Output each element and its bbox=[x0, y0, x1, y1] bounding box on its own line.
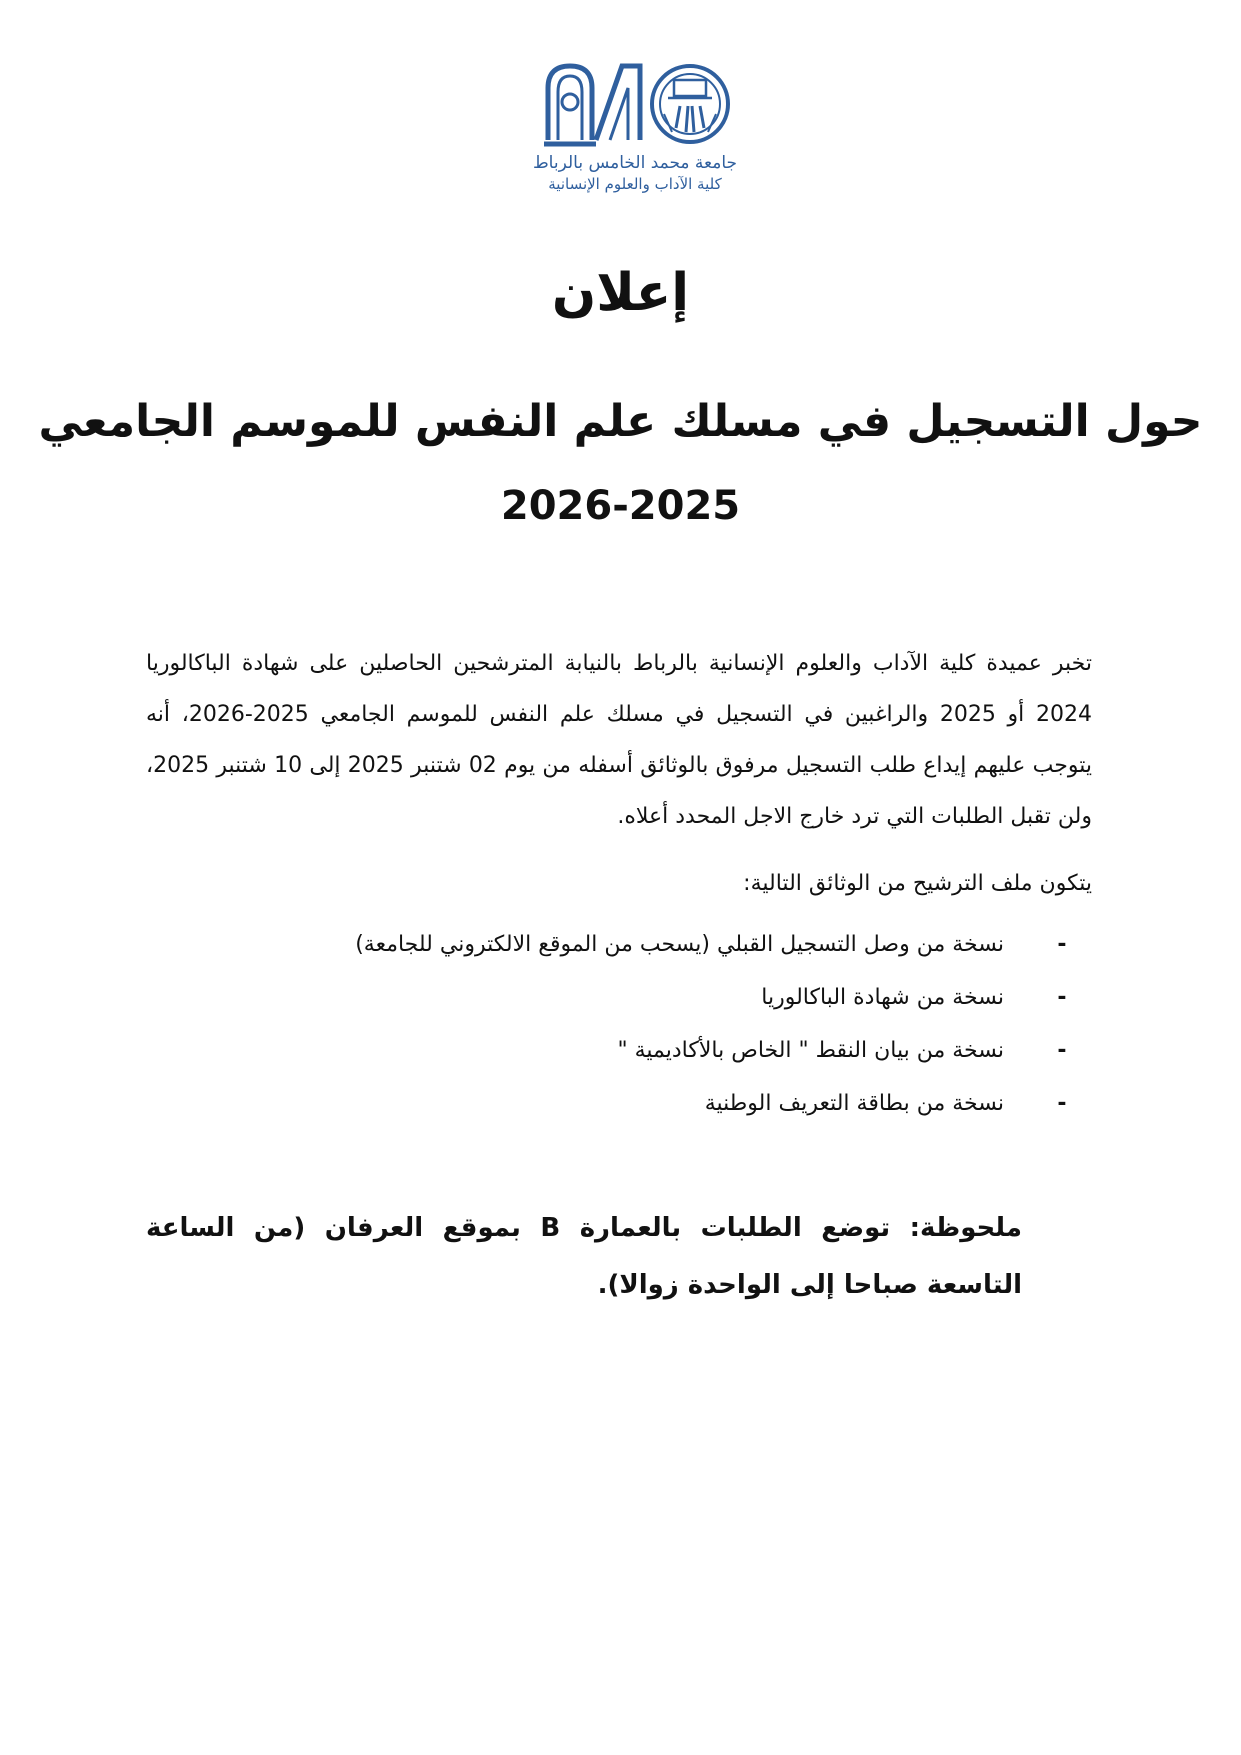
list-item-text: نسخة من وصل التسجيل القبلي (يسحب من الموقع الالكتروني للجامعة) bbox=[355, 932, 1004, 957]
list-item-text: نسخة من شهادة الباكالوريا bbox=[761, 985, 1004, 1010]
logo-emblem bbox=[540, 58, 730, 153]
logo-university-name: جامعة محمد الخامس بالرباط bbox=[532, 153, 738, 173]
academic-years: 2026-2025 bbox=[500, 483, 741, 529]
list-item bbox=[146, 918, 1092, 971]
university-logo bbox=[500, 58, 770, 193]
logo-faculty-name: كلية الآداب والعلوم الإنسانية bbox=[548, 175, 722, 193]
list-item bbox=[146, 1024, 1092, 1077]
announcement-paragraph: تخبر عميدة كلية الآداب والعلوم الإنسانية بالرباط بالنيابة المترشحين الحاصلين على شهادة الباكالوريا 2024 أو 2025 والراغبين في التسجيل في مسلك علم النفس للموسم الجامعي 2025-2026، أنه يتوجب عليهم إيداع طلب التسجيل مرفوق بالوثائق أسفله من يوم 02 شتنبر 2025 إلى 10 شتنبر 2025، ولن تقبل الطلبات التي ترد خارج الاجل المحدد أعلاه. bbox=[146, 651, 1093, 829]
faculty-emblem-icon bbox=[544, 66, 640, 144]
note-paragraph: ملحوظة: توضع الطلبات بالعمارة B بموقع العرفان (من الساعة التاسعة صباحا إلى الواحدة زوالا). bbox=[146, 1213, 1022, 1300]
university-seal-icon bbox=[652, 66, 728, 142]
list-item bbox=[146, 971, 1092, 1024]
list-bullet: - bbox=[1057, 1038, 1067, 1063]
list-item-text: نسخة من بطاقة التعريف الوطنية bbox=[704, 1091, 1004, 1116]
list-bullet: - bbox=[1057, 932, 1067, 957]
list-item-text: نسخة من بيان النقط " الخاص بالأكاديمية " bbox=[617, 1038, 1004, 1063]
documents-intro: يتكون ملف الترشيح من الوثائق التالية: bbox=[743, 871, 1092, 896]
documents-list bbox=[146, 918, 1092, 1130]
list-item bbox=[146, 1077, 1092, 1130]
list-bullet: - bbox=[1057, 985, 1067, 1010]
list-bullet: - bbox=[1057, 1091, 1067, 1116]
page-title: إعلان bbox=[551, 263, 690, 323]
page-subtitle: حول التسجيل في مسلك علم النفس للموسم الجامعي bbox=[38, 396, 1203, 447]
